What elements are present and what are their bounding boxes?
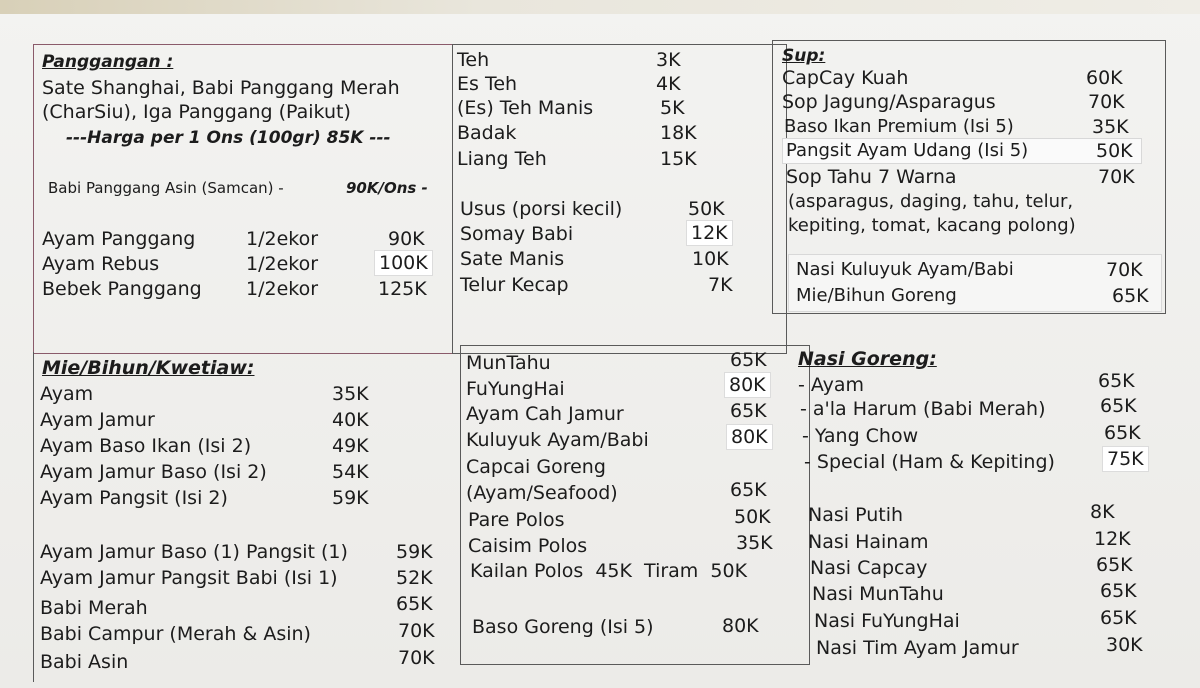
sup-item-name: Pangsit Ayam Udang (Isi 5) bbox=[786, 140, 1029, 161]
nasi-item-name: Nasi FuYungHai bbox=[814, 610, 960, 632]
snack-name: Sate Manis bbox=[460, 248, 565, 270]
sayur-item-name: Kuluyuk Ayam/Babi bbox=[466, 429, 649, 451]
sup-item-price: 70K bbox=[1088, 91, 1125, 113]
mie-item-name: Babi Asin bbox=[40, 651, 129, 673]
samcan-name: Babi Panggang Asin (Samcan) - bbox=[48, 179, 284, 197]
sayur-item-price: 50K bbox=[734, 506, 771, 528]
drink-name: Es Teh bbox=[457, 73, 518, 95]
panggangan-line2: (CharSiu), Iga Panggang (Paikut) bbox=[42, 101, 351, 123]
nasi-item-price: 65K bbox=[1096, 554, 1133, 576]
sup-desc-line2: kepiting, tomat, kacang polong) bbox=[788, 215, 1076, 236]
snack-name: Telur Kecap bbox=[460, 274, 569, 296]
snack-price: 12K bbox=[686, 220, 733, 246]
nasi-item-price: 65K bbox=[1104, 422, 1141, 444]
panggangan-price-note: ---Harga per 1 Ons (100gr) 85K --- bbox=[66, 128, 391, 148]
mie-item-name: Ayam bbox=[40, 383, 94, 405]
top-band bbox=[0, 0, 1200, 14]
mie-item-price: 54K bbox=[332, 461, 369, 483]
kailan-line: Kailan Polos 45K Tiram 50K bbox=[470, 560, 748, 582]
snack-price: 7K bbox=[708, 274, 733, 296]
sayur-item-price: 65K bbox=[730, 349, 767, 371]
mie-item-price: 49K bbox=[332, 435, 369, 457]
drink-price: 5K bbox=[660, 97, 685, 119]
baso-goreng-price: 80K bbox=[722, 615, 759, 637]
nasi-item-name: Nasi Capcay bbox=[810, 557, 928, 579]
sup-extra-price: 70K bbox=[1106, 259, 1143, 281]
sayur-item-name: Capcai Goreng bbox=[466, 456, 606, 478]
sayur-item-name: Pare Polos bbox=[468, 509, 565, 531]
mie-item-name: Ayam Jamur Pangsit Babi (Isi 1) bbox=[40, 567, 338, 589]
mie-title: Mie/Bihun/Kwetiaw: bbox=[42, 357, 255, 379]
nasi-item-name: - Ayam bbox=[798, 374, 864, 396]
samcan-price: 90K/Ons - bbox=[346, 179, 428, 197]
sup-extra-name: Mie/Bihun Goreng bbox=[796, 285, 957, 306]
drink-name: Badak bbox=[457, 122, 517, 144]
snack-price: 50K bbox=[688, 198, 725, 220]
sayur-item-name: FuYungHai bbox=[466, 378, 565, 400]
nasi-item-price: 65K bbox=[1100, 395, 1137, 417]
sup-item-price: 50K bbox=[1096, 140, 1133, 162]
sayur-item-name: MunTahu bbox=[466, 352, 551, 374]
snack-price: 10K bbox=[692, 248, 729, 270]
mie-item-price: 59K bbox=[396, 541, 433, 563]
panggang-item-portion: 1/2ekor bbox=[246, 278, 319, 300]
sup-extra-name: Nasi Kuluyuk Ayam/Babi bbox=[796, 259, 1014, 280]
mie-item-name: Ayam Jamur Baso (Isi 2) bbox=[40, 461, 267, 483]
mie-item-name: Ayam Jamur Baso (1) Pangsit (1) bbox=[40, 541, 348, 563]
mie-item-price: 70K bbox=[398, 647, 435, 669]
drink-price: 18K bbox=[660, 122, 697, 144]
sup-item-name: CapCay Kuah bbox=[782, 67, 909, 89]
nasi-item-name: Nasi MunTahu bbox=[812, 583, 944, 605]
nasi-item-name: Nasi Tim Ayam Jamur bbox=[816, 637, 1019, 659]
mie-item-price: 40K bbox=[332, 409, 369, 431]
baso-goreng-name: Baso Goreng (Isi 5) bbox=[472, 616, 654, 638]
mie-item-name: Ayam Jamur bbox=[40, 409, 155, 431]
panggang-item-name: Ayam Panggang bbox=[42, 228, 196, 250]
sayur-item-price: 80K bbox=[724, 372, 771, 398]
sup-title: Sup: bbox=[782, 46, 826, 66]
sup-item-price: 60K bbox=[1086, 67, 1123, 89]
mie-item-price: 70K bbox=[398, 620, 435, 642]
panggang-item-price: 125K bbox=[378, 278, 427, 300]
panggangan-line1: Sate Shanghai, Babi Panggang Merah bbox=[42, 77, 400, 99]
drink-name: Liang Teh bbox=[457, 148, 547, 170]
panggang-item-portion: 1/2ekor bbox=[246, 228, 319, 250]
mie-item-name: Ayam Baso Ikan (Isi 2) bbox=[40, 435, 252, 457]
panggang-item-name: Bebek Panggang bbox=[42, 278, 202, 300]
sup-item-name: Sop Tahu 7 Warna bbox=[786, 166, 957, 188]
mie-item-price: 59K bbox=[332, 487, 369, 509]
panggang-item-name: Ayam Rebus bbox=[42, 253, 160, 275]
sayur-item-name: (Ayam/Seafood) bbox=[466, 482, 618, 504]
nasi-item-price: 30K bbox=[1106, 634, 1143, 656]
mie-item-price: 35K bbox=[332, 383, 369, 405]
nasi-item-price: 12K bbox=[1094, 528, 1131, 550]
panggangan-title: Panggangan : bbox=[42, 52, 174, 72]
nasi-item-price: 65K bbox=[1100, 580, 1137, 602]
panggang-item-portion: 1/2ekor bbox=[246, 253, 319, 275]
mie-item-name: Babi Campur (Merah & Asin) bbox=[40, 623, 311, 645]
sayur-item-name: Caisim Polos bbox=[468, 535, 588, 557]
nasi-item-price: 8K bbox=[1090, 501, 1115, 523]
sayur-item-name: Ayam Cah Jamur bbox=[466, 403, 624, 425]
sup-item-price: 70K bbox=[1098, 166, 1135, 188]
panggang-item-price: 100K bbox=[374, 250, 433, 276]
nasi-item-price: 65K bbox=[1100, 607, 1137, 629]
drink-price: 15K bbox=[660, 148, 697, 170]
mie-item-name: Babi Merah bbox=[40, 597, 148, 619]
nasi-item-name: - Yang Chow bbox=[802, 425, 919, 447]
nasi-item-name: Nasi Hainam bbox=[808, 531, 929, 553]
nasi-item-price: 65K bbox=[1098, 370, 1135, 392]
snack-name: Somay Babi bbox=[460, 223, 574, 245]
mie-item-price: 65K bbox=[396, 593, 433, 615]
sayur-item-price: 35K bbox=[736, 532, 773, 554]
nasi-title: Nasi Goreng: bbox=[798, 348, 937, 370]
sayur-item-price: 65K bbox=[730, 479, 767, 501]
mie-item-name: Ayam Pangsit (Isi 2) bbox=[40, 487, 228, 509]
nasi-item-name: Nasi Putih bbox=[808, 504, 904, 526]
nasi-item-name: - Special (Ham & Kepiting) bbox=[804, 451, 1055, 473]
drink-name: Teh bbox=[457, 49, 490, 71]
drink-price: 3K bbox=[656, 49, 681, 71]
sayur-item-price: 80K bbox=[726, 424, 773, 450]
snack-name: Usus (porsi kecil) bbox=[460, 198, 623, 220]
drink-price: 4K bbox=[656, 73, 681, 95]
sup-desc-line1: (asparagus, daging, tahu, telur, bbox=[788, 191, 1074, 212]
sup-extra-price: 65K bbox=[1112, 285, 1149, 307]
sup-item-name: Baso Ikan Premium (Isi 5) bbox=[784, 116, 1014, 137]
nasi-item-price: 75K bbox=[1102, 446, 1149, 472]
nasi-item-name: - a'la Harum (Babi Merah) bbox=[800, 398, 1046, 420]
mie-item-price: 52K bbox=[396, 567, 433, 589]
sup-item-price: 35K bbox=[1092, 116, 1129, 138]
sayur-item-price: 65K bbox=[730, 400, 767, 422]
drink-name: (Es) Teh Manis bbox=[457, 97, 594, 119]
panggang-item-price: 90K bbox=[388, 228, 425, 250]
sup-item-name: Sop Jagung/Asparagus bbox=[782, 91, 996, 113]
